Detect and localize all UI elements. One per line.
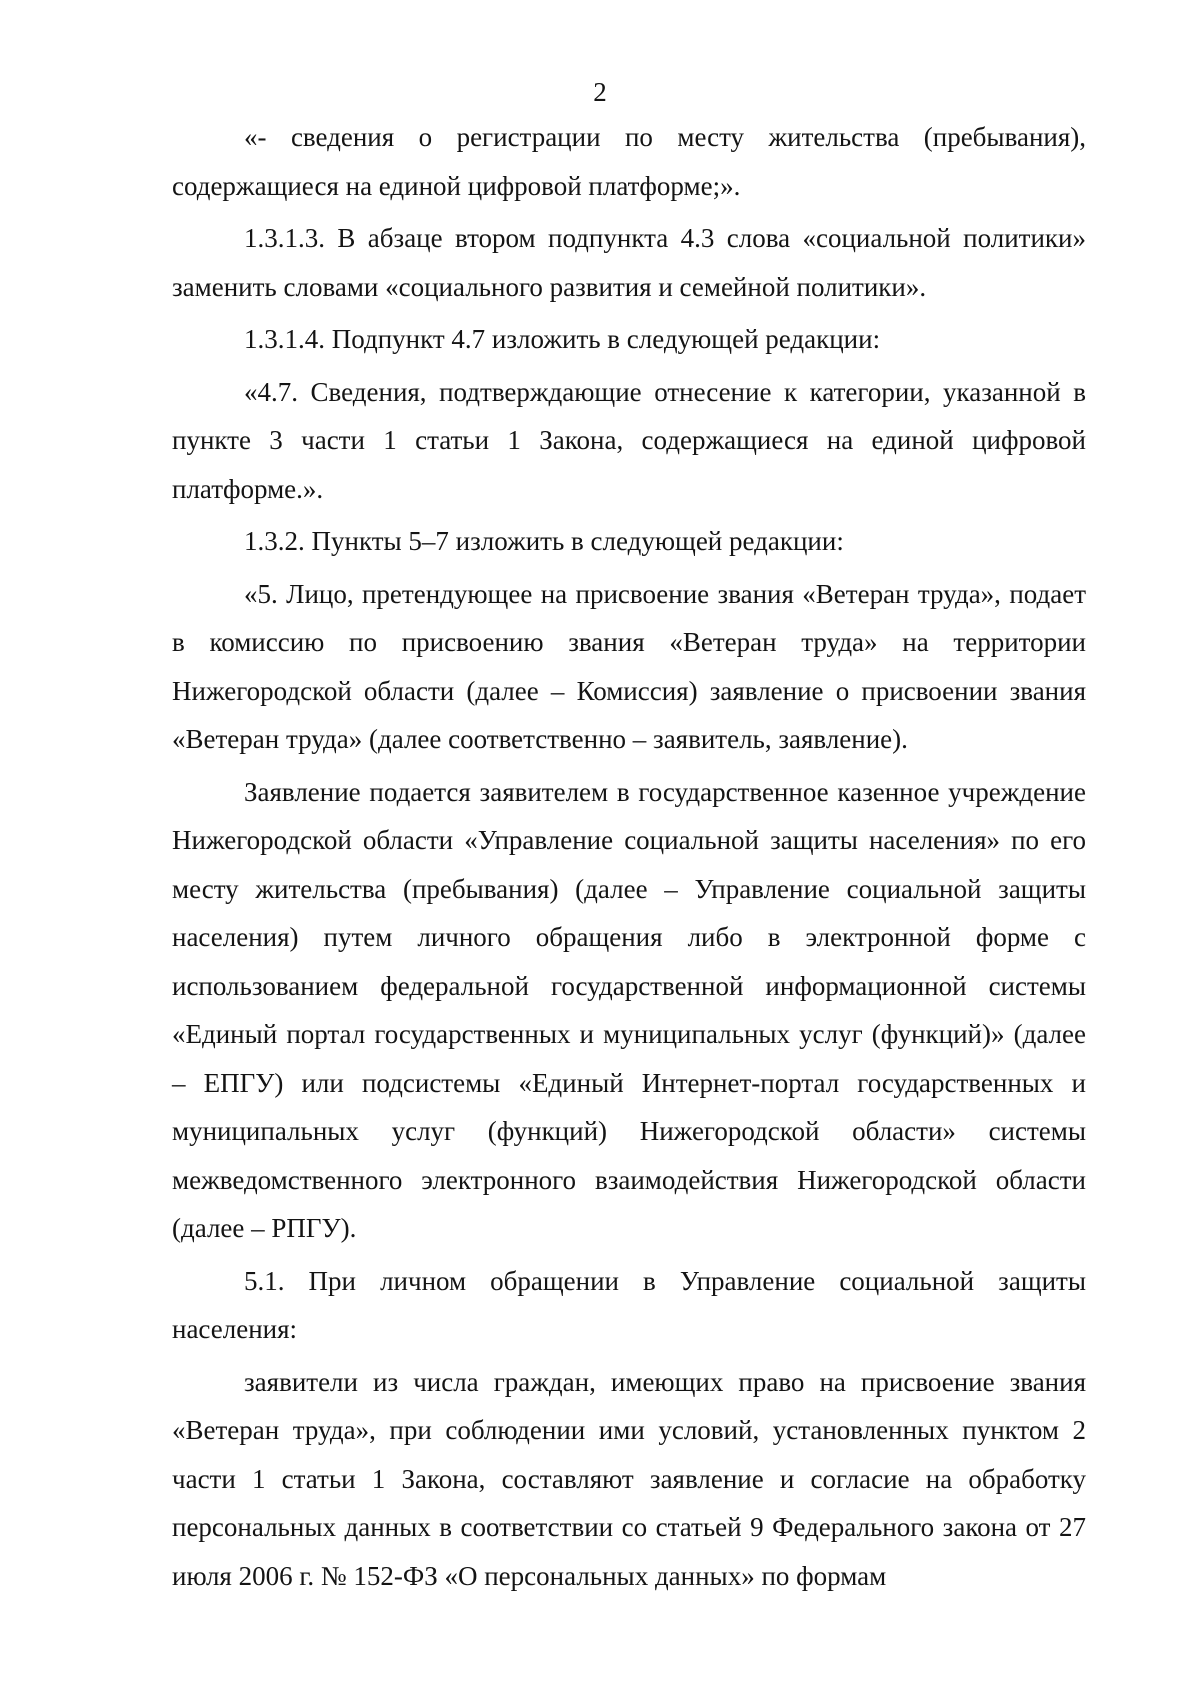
- document-body: [172, 113, 1086, 1604]
- paragraph: Заявление подается заявителем в государственное казенное учреждение Нижегородской области «Управление социальной защиты населения» по его месту жительства (пребывания) (далее – Управление социальной защиты населения) путем личного обращения либо в электронной форме с использованием федеральной государственной информационной системы «Единый портал государственных и муниципальных услуг (функций)» (далее – ЕПГУ) или подсистемы «Единый Интернет-портал государственных и муниципальных услуг (функций) Нижегородской области» системы межведомственного электронного взаимодействия Нижегородской области (далее – РПГУ).: [172, 776, 1086, 1243]
- paragraph: 5.1. При личном обращении в Управление социальной защиты населения:: [172, 1265, 1086, 1344]
- page-number: 2: [593, 77, 607, 107]
- paragraph: 1.3.2. Пункты 5–7 изложить в следующей редакции:: [244, 526, 844, 556]
- paragraph: «- сведения о регистрации по месту жительства (пребывания), содержащиеся на единой цифровой платформе;».: [172, 122, 1086, 201]
- paragraph: заявители из числа граждан, имеющих право на присвоение звания «Ветеран труда», при соблюдении ими условий, установленных пунктом 2 части 1 статьи 1 Закона, составляют заявление и согласие на обработку персональных данных в соответствии со статьей 9 Федерального закона от 27 июля 2006 г. № 152-ФЗ «О персональных данных» по формам: [172, 1366, 1086, 1591]
- paragraph: «5. Лицо, претендующее на присвоение звания «Ветеран труда», подает в комиссию по присвоению звания «Ветеран труда» на территории Нижегородской области (далее – Комиссия) заявление о присвоении звания «Ветеран труда» (далее соответственно – заявитель, заявление).: [172, 578, 1086, 754]
- paragraph: 1.3.1.4. Подпункт 4.7 изложить в следующей редакции:: [244, 324, 881, 354]
- paragraph: «4.7. Сведения, подтверждающие отнесение к категории, указанной в пункте 3 части 1 статьи 1 Закона, содержащиеся на единой цифровой платформе.».: [172, 376, 1086, 504]
- paragraph: 1.3.1.3. В абзаце втором подпункта 4.3 слова «социальной политики» заменить словами «социального развития и семейной политики».: [172, 223, 1086, 302]
